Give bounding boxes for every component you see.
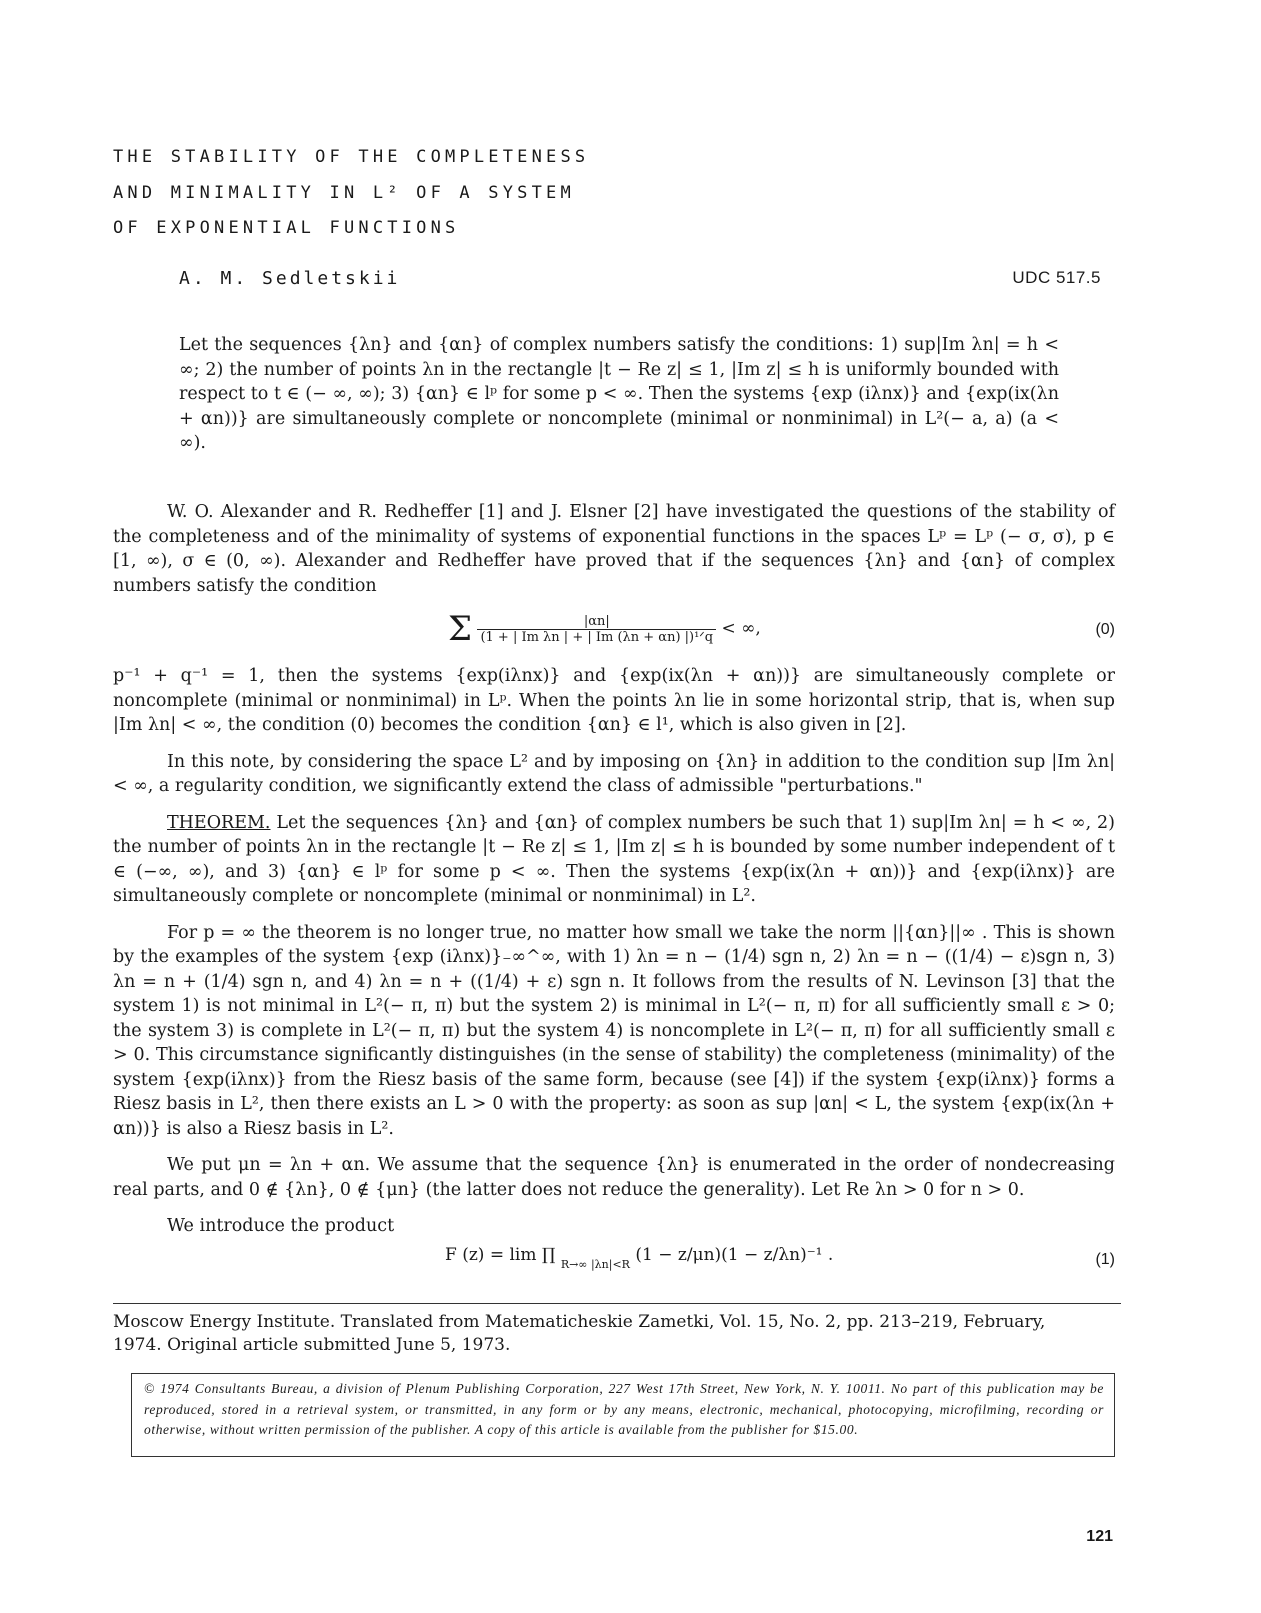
- copyright-notice: © 1974 Consultants Bureau, a division of Plenum Publishing Corporation, 227 West 17th Street, New York, N. Y. 10011. No part of this publication may be reproduced, stored in a retrieval system, or transmitted, in any form or by any means, electronic, mechanical, photocopying, microfilming, recording or otherwise, without written permission of the publisher. A copy of this article is available from the publisher for $15.00.: [131, 1373, 1115, 1457]
- theorem-label: THEOREM.: [167, 812, 271, 833]
- paragraph-2: p⁻¹ + q⁻¹ = 1, then the systems {exp(iλnx)} and {exp(ix(λn + αn))} are simultaneously complete or noncomplete (minimal or nonminimal) in Lᵖ. When the points λn lie in some horizontal strip, that is, when sup |Im λn| < ∞, the condition (0) becomes the condition {αn} ∈ l¹, which is also given in [2].: [113, 666, 1115, 735]
- author: A. M. Sedletskii: [179, 268, 401, 289]
- equation-1: [445, 1245, 833, 1271]
- paragraph-1: W. O. Alexander and R. Redheffer [1] and J. Elsner [2] have investigated the questions of the stability of the completeness and of the minimality of systems of exponential functions in the spaces Lᵖ = Lᵖ (− σ, σ), p ∈ [1, ∞), σ ∈ (0, ∞). Alexander and Redheffer have proved that if the sequences {λn} and {αn} of complex numbers satisfy the condition: [113, 502, 1115, 596]
- equation-1-label: (1): [1095, 1251, 1115, 1268]
- theorem-text: Let the sequences {λn} and {αn} of complex numbers be such that 1) sup|Im λn| = h < ∞, 2) the number of points λn in the rectangle |t − Re z| ≤ 1, |Im z| ≤ h is bounded by some number independent of t ∈ (−∞, ∞), and 3) {αn} ∈ lᵖ for some p < ∞. Then the systems {exp(ix(λn + αn))} and {exp(iλnx)} are simultaneously complete or noncomplete (minimal or nonminimal) in L².: [113, 812, 1115, 906]
- paragraph-6: We introduce the product: [167, 1216, 395, 1236]
- title-line-2: AND MINIMALITY IN L² OF A SYSTEM: [113, 183, 575, 203]
- body-section-main: [113, 664, 1115, 1239]
- body-section-intro: [113, 500, 1115, 598]
- page-number: 121: [1086, 1528, 1113, 1545]
- udc-code: UDC 517.5: [1012, 268, 1101, 287]
- equation-1-lhs: F (z) = lim ∏: [445, 1245, 556, 1265]
- title-line-3: OF EXPONENTIAL FUNCTIONS: [113, 218, 460, 238]
- equation-0: [448, 609, 761, 649]
- paragraph-3: In this note, by considering the space L² and by imposing on {λn} in addition to the condition sup |Im λn| < ∞, a regularity condition, we significantly extend the class of admissible "perturbations.": [113, 751, 1115, 796]
- abstract: Let the sequences {λn} and {αn} of complex numbers satisfy the conditions: 1) sup|Im λn| = h < ∞; 2) the number of points λn in the rectangle |t − Re z| ≤ 1, |Im z| ≤ h is uniformly bounded with respect to t ∈ (− ∞, ∞); 3) {αn} ∈ lᵖ for some p < ∞. Then the systems {exp (iλnx)} and {exp(ix(λn + αn))} are simultaneously complete or noncomplete (minimal or nonminimal) in L²(− a, a) (a < ∞).: [179, 335, 1059, 453]
- paragraph-4: For p = ∞ the theorem is no longer true, no matter how small we take the norm ||{αn}||∞ . This is shown by the examples of the system {exp (iλnx)}₋∞^∞, with 1) λn = n − (1/4) sgn n, 2) λn = n − ((1/4) − ε)sgn n, 3) λn = n + (1/4) sgn n, and 4) λn = n + ((1/4) + ε) sgn n. It follows from the results of N. Levinson [3] that the system 1) is not minimal in L²(− π, π) but the system 2) is minimal in L²(− π, π) for all sufficiently small ε > 0; the system 3) is complete in L²(− π, π) but the system 4) is noncomplete in L²(− π, π) for all sufficiently small ε > 0. This circumstance significantly distinguishes (in the sense of stability) the completeness (minimality) of the system {exp(iλnx)} from the Riesz basis of the same form, because (see [4]) if the system {exp(iλnx)} forms a Riesz basis in L², then there exists an L > 0 with the property: as soon as sup |αn| < L, the system {exp(ix(λn + αn))} is also a Riesz basis in L².: [113, 922, 1115, 1139]
- equation-0-fraction: [477, 614, 716, 645]
- title-line-1: THE STABILITY OF THE COMPLETENESS: [113, 147, 590, 167]
- theorem-paragraph: [113, 811, 1115, 909]
- equation-0-denominator: (1 + | Im λn | + | Im (λn + αn) |)¹ᐟq: [480, 629, 714, 645]
- footnote-divider: [113, 1303, 1121, 1304]
- equation-0-numerator: |αn|: [477, 614, 716, 630]
- sum-symbol: Σ: [448, 609, 473, 649]
- equation-0-label: (0): [1095, 621, 1115, 638]
- paragraph-5: We put μn = λn + αn. We assume that the sequence {λn} is enumerated in the order of nondecreasing real parts, and 0 ∉ {λn}, 0 ∉ {μn} (the latter does not reduce the generality). Let Re λn > 0 for n > 0.: [113, 1155, 1115, 1200]
- equation-1-subscript: R→∞ |λn|<R: [560, 1258, 630, 1271]
- equation-0-rhs: < ∞,: [721, 618, 761, 639]
- footnote: Moscow Energy Institute. Translated from Matematicheskie Zametki, Vol. 15, No. 2, pp. 213–219, February, 1974. Original article submitted June 5, 1973.: [113, 1312, 1046, 1355]
- equation-1-rhs: (1 − z/μn)(1 − z/λn)⁻¹ .: [635, 1245, 834, 1265]
